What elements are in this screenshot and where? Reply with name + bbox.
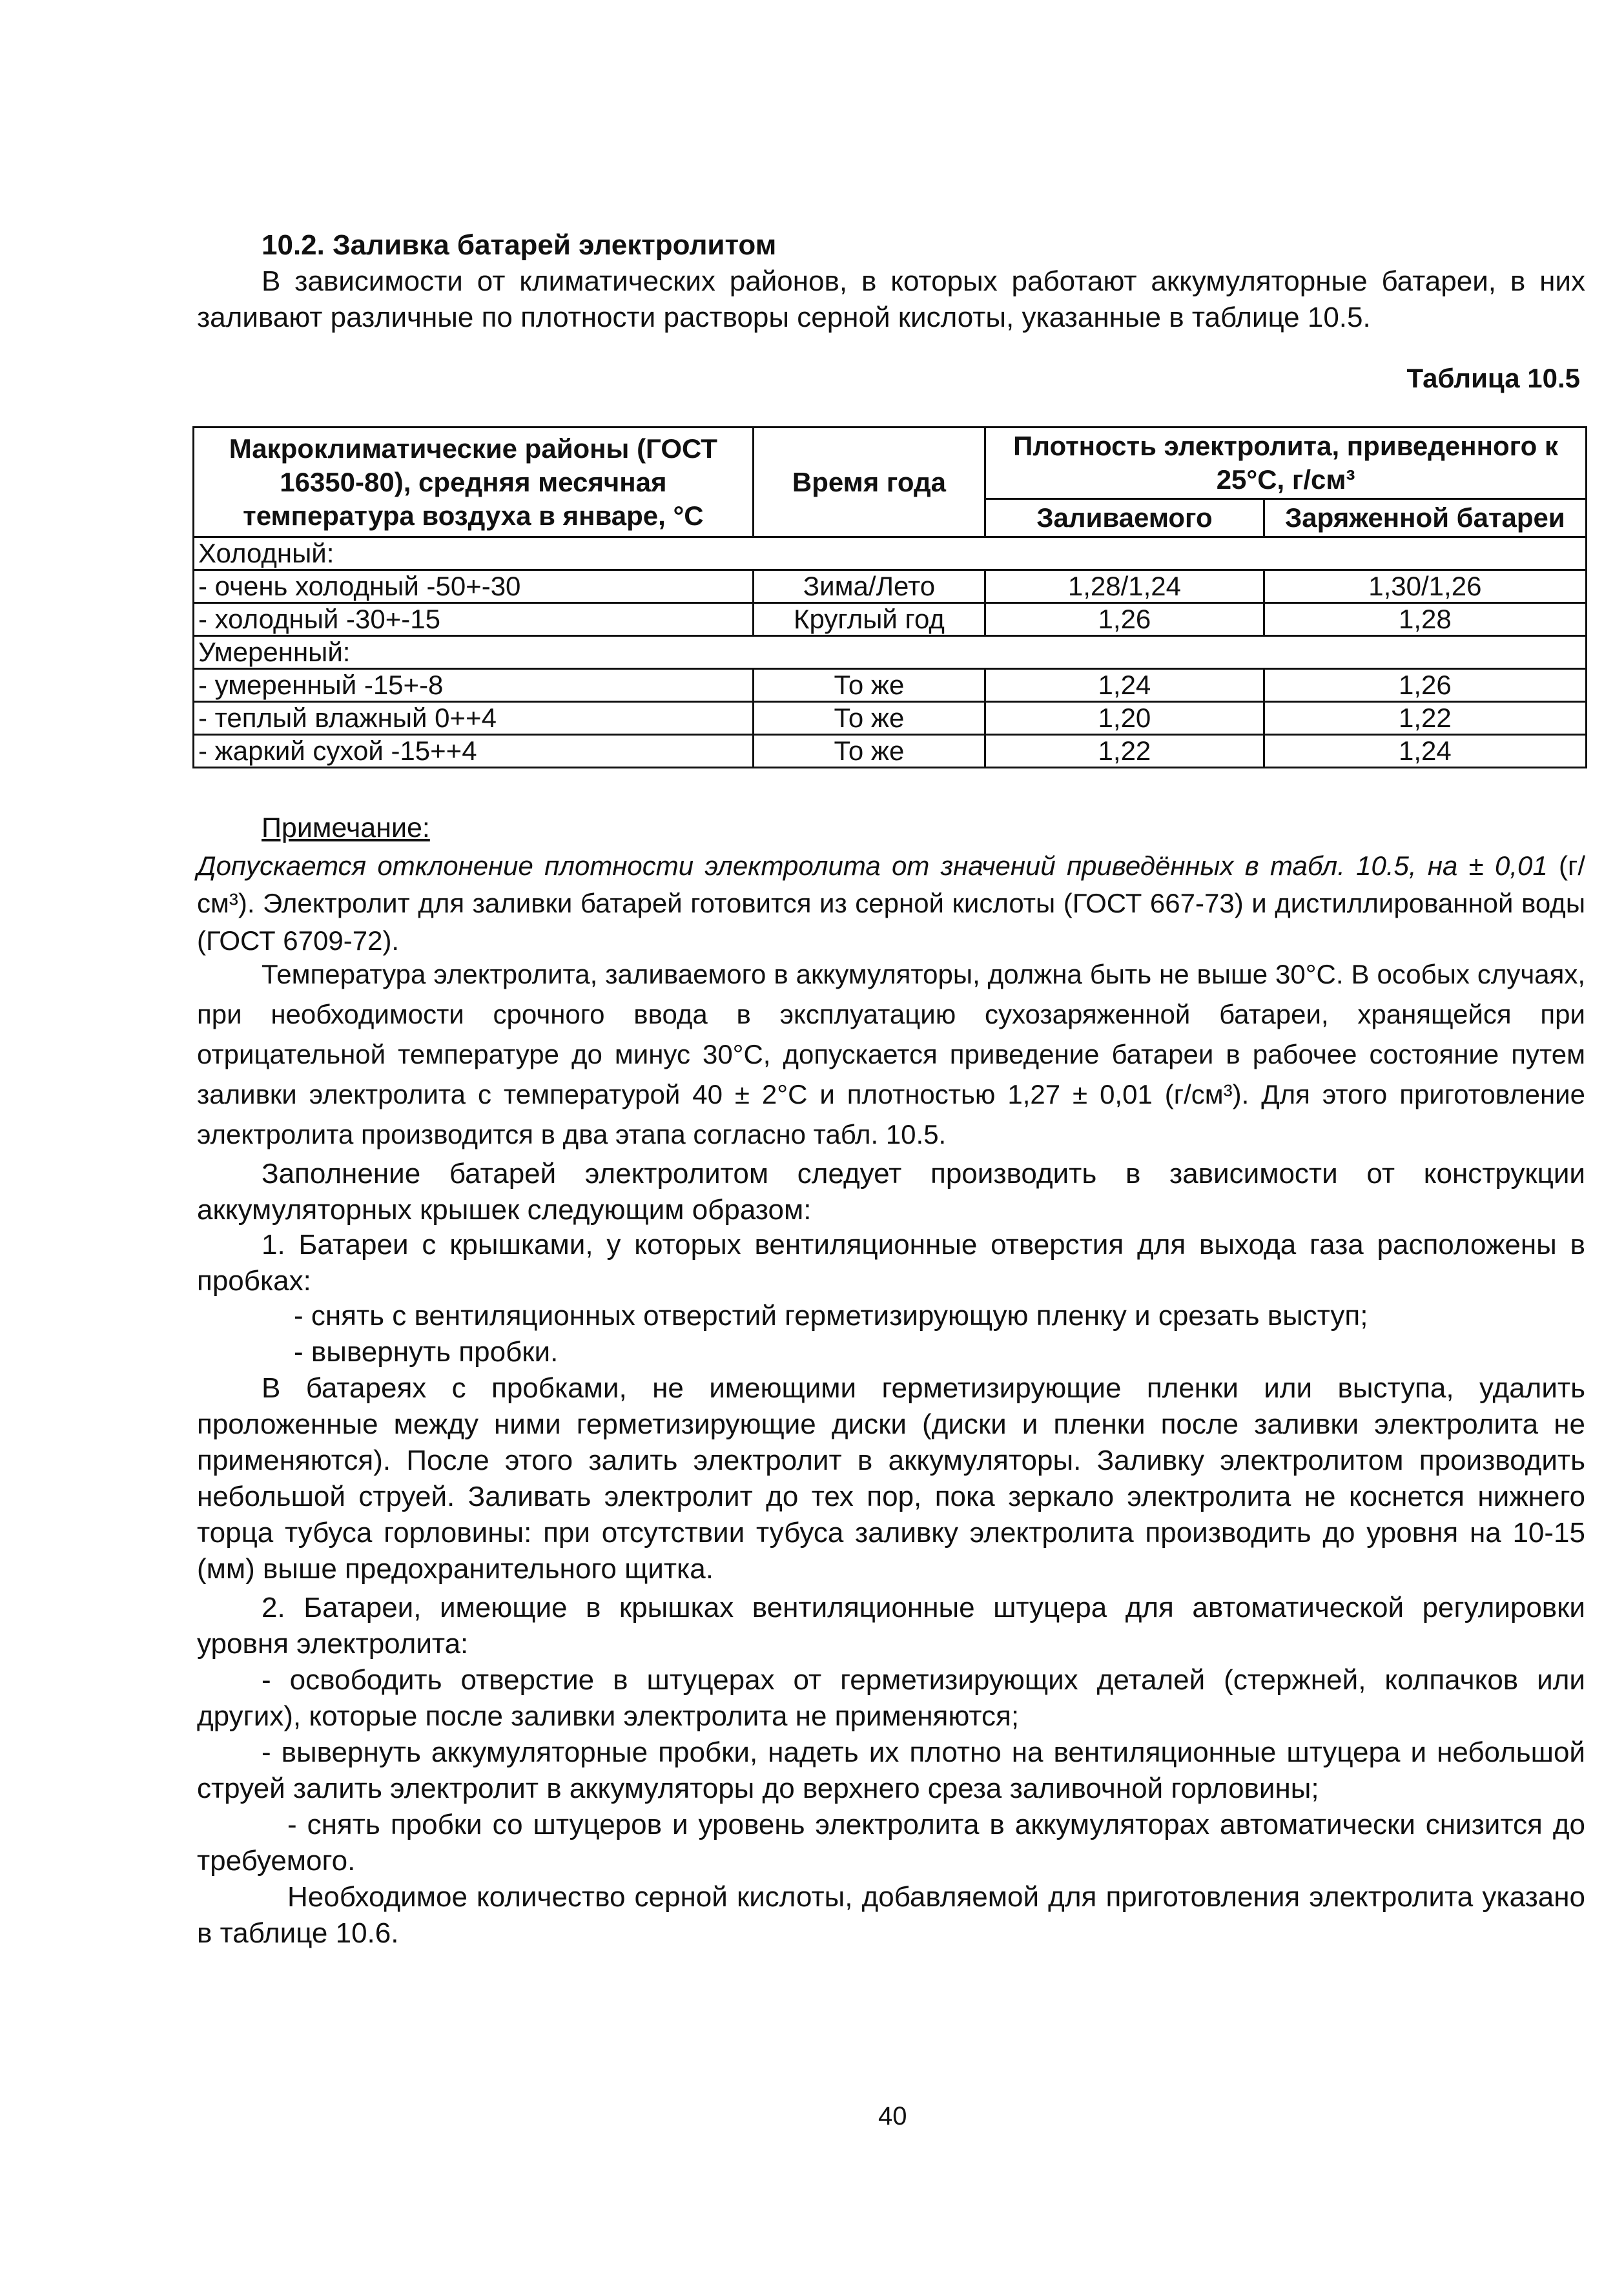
table-group-row bbox=[194, 636, 1587, 669]
cell-fill: 1,22 bbox=[985, 735, 1264, 768]
cell-season: То же bbox=[753, 702, 985, 735]
cell-fill: 1,28/1,24 bbox=[985, 570, 1264, 603]
table-row bbox=[194, 669, 1587, 702]
header-density: Плотность электролита, приведенного к 25°С, г/см³ bbox=[985, 428, 1587, 499]
case2-step-2: - вывернуть аккумуляторные пробки, надеть их плотно на вентиляционные штуцера и небольшой струей залить электролит в аккумуляторы до верхнего среза заливочной горловины; bbox=[197, 1736, 1585, 1804]
table-row bbox=[194, 702, 1587, 735]
note-heading: Примечание: bbox=[262, 812, 430, 843]
header-season: Время года bbox=[753, 428, 985, 537]
cell-charged: 1,24 bbox=[1264, 735, 1586, 768]
cell-region: - умеренный -15+-8 bbox=[194, 669, 754, 702]
cell-season: Круглый год bbox=[753, 603, 985, 636]
final-paragraph: Необходимое количество серной кислоты, добавляемой для приготовления электролита указано в таблице 10.6. bbox=[197, 1881, 1585, 1949]
header-fill: Заливаемого bbox=[985, 499, 1264, 537]
cell-region: - холодный -30+-15 bbox=[194, 603, 754, 636]
section-title: 10.2. Заливка батарей электролитом bbox=[262, 229, 777, 261]
cell-charged: 1,28 bbox=[1264, 603, 1586, 636]
case2-step-3: - снять пробки со штуцеров и уровень электролита в аккумуляторах автоматически снизится до требуемого. bbox=[197, 1809, 1585, 1877]
case1-step-2: - вывернуть пробки. bbox=[294, 1336, 559, 1368]
cell-charged: 1,30/1,26 bbox=[1264, 570, 1586, 603]
cell-region: - теплый влажный 0++4 bbox=[194, 702, 754, 735]
table-group-row bbox=[194, 537, 1587, 570]
table-row bbox=[194, 603, 1587, 636]
cell-fill: 1,20 bbox=[985, 702, 1264, 735]
cell-fill: 1,26 bbox=[985, 603, 1264, 636]
cell-season: Зима/Лето bbox=[753, 570, 985, 603]
case2-step-1: - освободить отверстие в штуцерах от герметизирующих деталей (стержней, колпачков или других), которые после заливки электролита не применяются; bbox=[197, 1664, 1585, 1732]
page-number: 40 bbox=[878, 2102, 907, 2130]
table-caption: Таблица 10.5 bbox=[1406, 363, 1580, 393]
filling-paragraph: Заполнение батарей электролитом следует производить в зависимости от конструкции аккумуляторных крышек следующим образом: bbox=[197, 1158, 1585, 1226]
table-row bbox=[194, 570, 1587, 603]
note-body bbox=[197, 847, 1585, 960]
cell-season: То же bbox=[753, 735, 985, 768]
cell-region: - жаркий сухой -15++4 bbox=[194, 735, 754, 768]
cell-fill: 1,24 bbox=[985, 669, 1264, 702]
header-charged: Заряженной батареи bbox=[1264, 499, 1586, 537]
group-moderate: Умеренный: bbox=[194, 636, 1587, 669]
case2-paragraph: 2. Батареи, имеющие в крышках вентиляционные штуцера для автоматической регулировки уровня электролита: bbox=[197, 1592, 1585, 1660]
note-text: (г/см³). Электролит для заливки батарей готовится из серной кислоты (ГОСТ 667-73) и дистиллированной воды (ГОСТ 6709-72). bbox=[197, 850, 1585, 956]
temperature-paragraph: Температура электролита, заливаемого в аккумуляторы, должна быть не выше 30°С. В особых случаях, при необходимости срочного ввода в эксплуатацию сухозаряженной батареи, хранящейся при отрицательной температуре до минус 30°С, допускается приведение батареи в рабочее состояние путем заливки электролита с температурой 40 ± 2°С и плотностью 1,27 ± 0,01 (г/см³). Для этого приготовление электролита производится в два этапа согласно табл. 10.5. bbox=[197, 959, 1585, 1149]
note-italic-text: Допускается отклонение плотности электролита от значений приведённых в табл. 10.5, на ± 0,01 bbox=[197, 850, 1548, 881]
header-regions: Макроклиматические районы (ГОСТ 16350-80), средняя месячная температура воздуха в январе, °С bbox=[194, 428, 754, 537]
plugs-paragraph: В батареях с пробками, не имеющими герметизирующие пленки или выступа, удалить проложенные между ними герметизирующие диски (диски и пленки после заливки электролита не применяются). После этого залить электролит в аккумуляторы. Заливку электролитом производить небольшой струей. Заливать электролит до тех пор, пока зеркало электролита не коснется нижнего торца тубуса горловины: при отсутствии тубуса заливку электролита производить до уровня на 10-15 (мм) выше предохранительного щитка. bbox=[197, 1372, 1585, 1585]
intro-paragraph: В зависимости от климатических районов, в которых работают аккумуляторные батареи, в них заливают различные по плотности растворы серной кислоты, указанные в таблице 10.5. bbox=[197, 265, 1585, 333]
group-cold: Холодный: bbox=[194, 537, 1587, 570]
case1-step-1: - снять с вентиляционных отверстий герметизирующую пленку и срезать выступ; bbox=[294, 1300, 1368, 1332]
cell-charged: 1,22 bbox=[1264, 702, 1586, 735]
table-header-row bbox=[194, 428, 1587, 499]
cell-season: То же bbox=[753, 669, 985, 702]
cell-region: - очень холодный -50+-30 bbox=[194, 570, 754, 603]
table-row bbox=[194, 735, 1587, 768]
case1-paragraph: 1. Батареи с крышками, у которых вентиляционные отверстия для выхода газа расположены в пробках: bbox=[197, 1229, 1585, 1297]
electrolyte-density-table bbox=[192, 426, 1587, 768]
cell-charged: 1,26 bbox=[1264, 669, 1586, 702]
